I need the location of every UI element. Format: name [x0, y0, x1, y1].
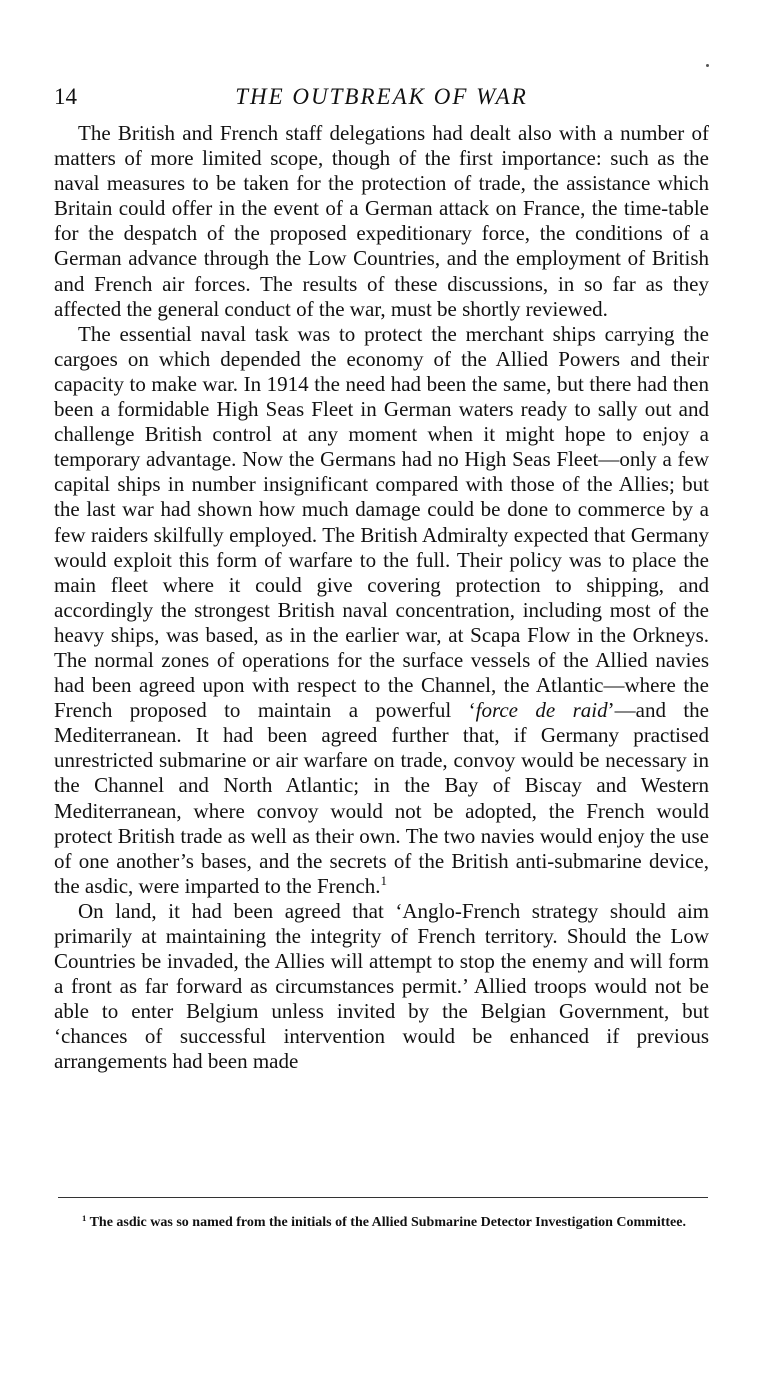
footnote-mark: 1: [82, 1212, 87, 1223]
paragraph-2-text-a: The essential naval task was to protect the merchant ships carrying the cargoes on which depended the economy of the Allied Powers and their capacity to make war. In 1914 the need had been the same, but there had then been a formidable High Seas Fleet in German waters ready to sally out and challenge British control at any moment when it might hope to enjoy a temporary advantage. Now the Germans had no High Seas Fleet—only a few capital ships in number insignificant compared with those of the Allies; but the last war had shown how much damage could be done to commerce by a few raiders skilfully employed. The British Admiralty expected that Germany would exploit this form of warfare to the full. Their policy was to place the main fleet where it could give covering protection to shipping, and accordingly the strongest British naval concentration, including most of the heavy ships, was based, as in the earlier war, at Scapa Flow in the Orkneys. The normal zones of operations for the surface vessels of the Allied navies had been agreed upon with respect to the Channel, the Atlantic—where the French proposed to maintain a powerful ‘: [54, 321, 709, 723]
footnote: [58, 1214, 708, 1232]
paragraph-3: [54, 899, 709, 1075]
paragraph-2-italic: force de raid: [475, 698, 608, 723]
running-title: THE OUTBREAK OF WAR: [235, 84, 528, 109]
body-text: [54, 121, 709, 1075]
paragraph-2: [54, 322, 709, 899]
paragraph-1-text: The British and French staff delegations had dealt also with a number of matters of more limited scope, though of the first importance: such as the naval measures to be taken for the protection of trade, the assistance which Britain could offer in the event of a German attack on France, the time-table for the despatch of the proposed expeditionary force, the conditions of a German advance through the Low Countries, and the employment of British and French air forces. The results of these discussions, in so far as they affected the general conduct of the war, must be shortly reviewed.: [54, 121, 709, 321]
page-speck: [706, 64, 709, 67]
page-number: 14: [54, 84, 77, 109]
paragraph-2-text-b: ’—and the Mediterranean. It had been agreed further that, if Germany practised unrestricted submarine or air warfare on trade, convoy would be necessary in the Channel and North Atlantic; in the Bay of Biscay and Western Mediterranean, where convoy would not be adopted, the French would protect British trade as well as their own. The two navies would enjoy the use of one another’s bases, and the secrets of the British anti-submarine device, the asdic, were imparted to the French.: [54, 698, 709, 898]
paragraph-1: [54, 121, 709, 322]
footnote-reference[interactable]: 1: [380, 873, 388, 889]
footnote-divider: [58, 1197, 708, 1198]
running-head: [54, 80, 709, 114]
paragraph-3-text: On land, it had been agreed that ‘Anglo-French strategy should aim primarily at maintaining the integrity of French territory. Should the Low Countries be invaded, the Allies will attempt to stop the enemy and will form a front as far forward as circumstances permit.’ Allied troops would not be able to enter Belgium unless invited by the Belgian Government, but ‘chances of successful intervention would be enhanced if previous arrangements had been made: [54, 898, 709, 1074]
footnote-text: The asdic was so named from the initials of the Allied Submarine Detector Investigation Committee.: [89, 1215, 686, 1230]
